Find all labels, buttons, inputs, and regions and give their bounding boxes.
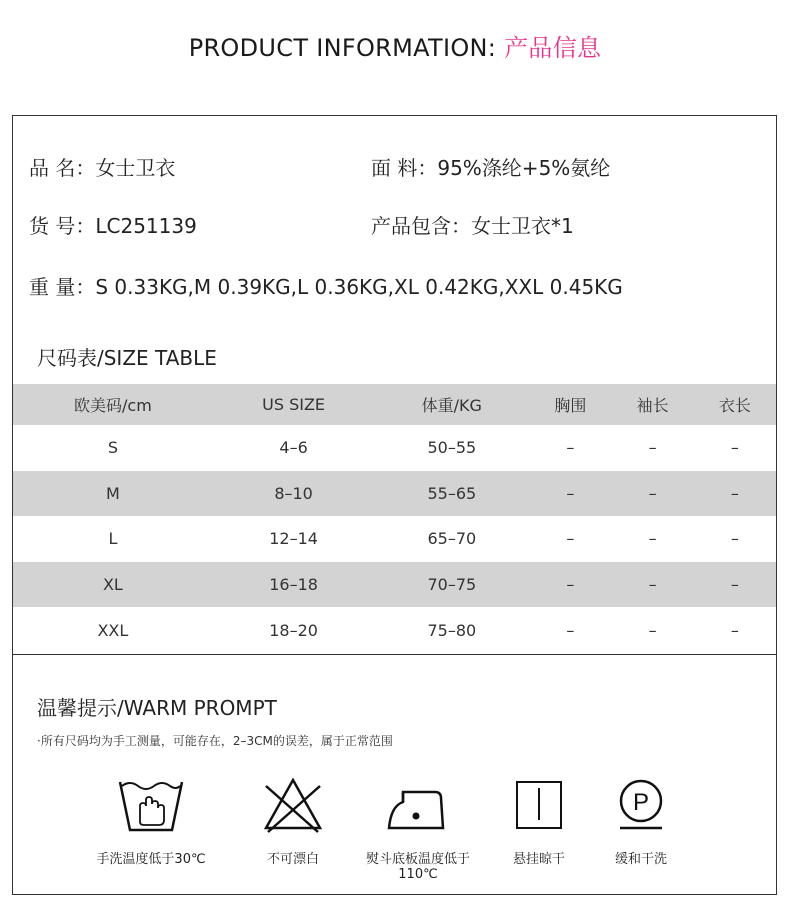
dry-clean-label: 缓和干洗 [614, 852, 667, 867]
table-cell: – [648, 529, 657, 549]
table-cell: 4–6 [279, 438, 308, 458]
info-weight-key: 重 量： [29, 275, 96, 299]
table-cell: – [529, 562, 611, 608]
table-cell: 75–80 [427, 620, 477, 640]
info-sku-value: LC251139 [95, 214, 197, 238]
size-table-title: 尺码表/SIZE TABLE [37, 346, 217, 370]
header-weight: 体重/KG [374, 384, 529, 425]
table-cell: XXL [97, 620, 129, 640]
care-item-iron [348, 776, 488, 882]
table-cell: – [566, 529, 575, 549]
table-row [13, 425, 776, 471]
table-row [13, 562, 776, 608]
table-cell: 50–55 [427, 438, 477, 458]
info-sku-key: 货 号： [29, 214, 96, 238]
table-cell: 65–70 [427, 529, 477, 549]
care-item-dry-clean [571, 776, 711, 867]
table-cell: – [611, 471, 693, 517]
table-cell: – [566, 438, 575, 458]
iron-low-icon [383, 776, 453, 834]
measurement-note: ·所有尺码均为手工测量，可能存在，2–3CM的误差，属于正常范围 [37, 734, 393, 748]
page-title-en: PRODUCT INFORMATION: [188, 34, 505, 62]
page-title-cn: 产品信息 [504, 34, 602, 62]
table-cell: L [108, 529, 118, 549]
header-eu-size: 欧美码/cm [13, 384, 213, 425]
no-bleach-icon [258, 776, 328, 834]
product-info-panel [12, 115, 777, 895]
table-cell: – [694, 562, 776, 608]
info-package-value: 女士卫衣*1 [471, 214, 574, 238]
table-cell: – [611, 562, 693, 608]
table-row [13, 516, 776, 562]
size-table-header-row [13, 384, 776, 425]
size-table [13, 384, 776, 653]
info-fabric-key: 面 料： [371, 156, 438, 180]
hang-dry-icon [504, 776, 574, 834]
page-title [0, 28, 790, 63]
table-cell: – [529, 471, 611, 517]
hang-dry-label: 悬挂晾干 [512, 852, 565, 867]
table-cell: – [730, 529, 739, 549]
table-cell: 16–18 [213, 562, 375, 608]
header-sleeve: 袖长 [611, 384, 693, 425]
table-cell: 12–14 [269, 529, 318, 549]
iron-label: 熨斗底板温度低于110℃ [365, 852, 470, 882]
table-cell: M [13, 471, 213, 517]
hand-wash-label: 手洗温度低于30℃ [96, 852, 206, 867]
header-bust: 胸围 [529, 384, 611, 425]
table-cell: – [648, 620, 657, 640]
table-cell: – [648, 438, 657, 458]
care-item-no-bleach [223, 776, 363, 867]
dry-clean-p-icon [606, 776, 676, 834]
table-cell: XL [13, 562, 213, 608]
info-name-value: 女士卫衣 [95, 156, 176, 180]
table-cell: – [730, 620, 739, 640]
table-cell: 55–65 [374, 471, 529, 517]
table-cell: – [566, 620, 575, 640]
info-package-key: 产品包含： [371, 214, 471, 238]
table-cell: – [694, 471, 776, 517]
info-weight-row [29, 271, 623, 300]
info-name-key: 品 名： [29, 156, 96, 180]
svg-text:P: P [632, 789, 650, 816]
header-length: 衣长 [694, 384, 776, 425]
care-item-hand-wash [81, 776, 221, 867]
info-sku-row [29, 210, 197, 239]
table-cell: 18–20 [269, 620, 318, 640]
table-cell: 8–10 [213, 471, 375, 517]
table-cell: 70–75 [374, 562, 529, 608]
info-package-row [371, 210, 574, 239]
no-bleach-label: 不可漂白 [266, 852, 319, 867]
warm-prompt-title: 温馨提示/WARM PROMPT [37, 696, 277, 720]
section-divider [13, 654, 776, 655]
table-cell: – [730, 438, 739, 458]
table-row [13, 471, 776, 517]
table-cell: S [107, 438, 118, 458]
info-fabric-value: 95%涤纶+5%氨纶 [437, 156, 611, 180]
hand-wash-icon [116, 776, 186, 834]
header-us-size: US SIZE [213, 384, 375, 425]
info-weight-value: S 0.33KG,M 0.39KG,L 0.36KG,XL 0.42KG,XXL 0.45KG [95, 275, 623, 299]
info-fabric-row [371, 152, 610, 181]
info-name-row [29, 152, 175, 181]
table-row [13, 607, 776, 653]
